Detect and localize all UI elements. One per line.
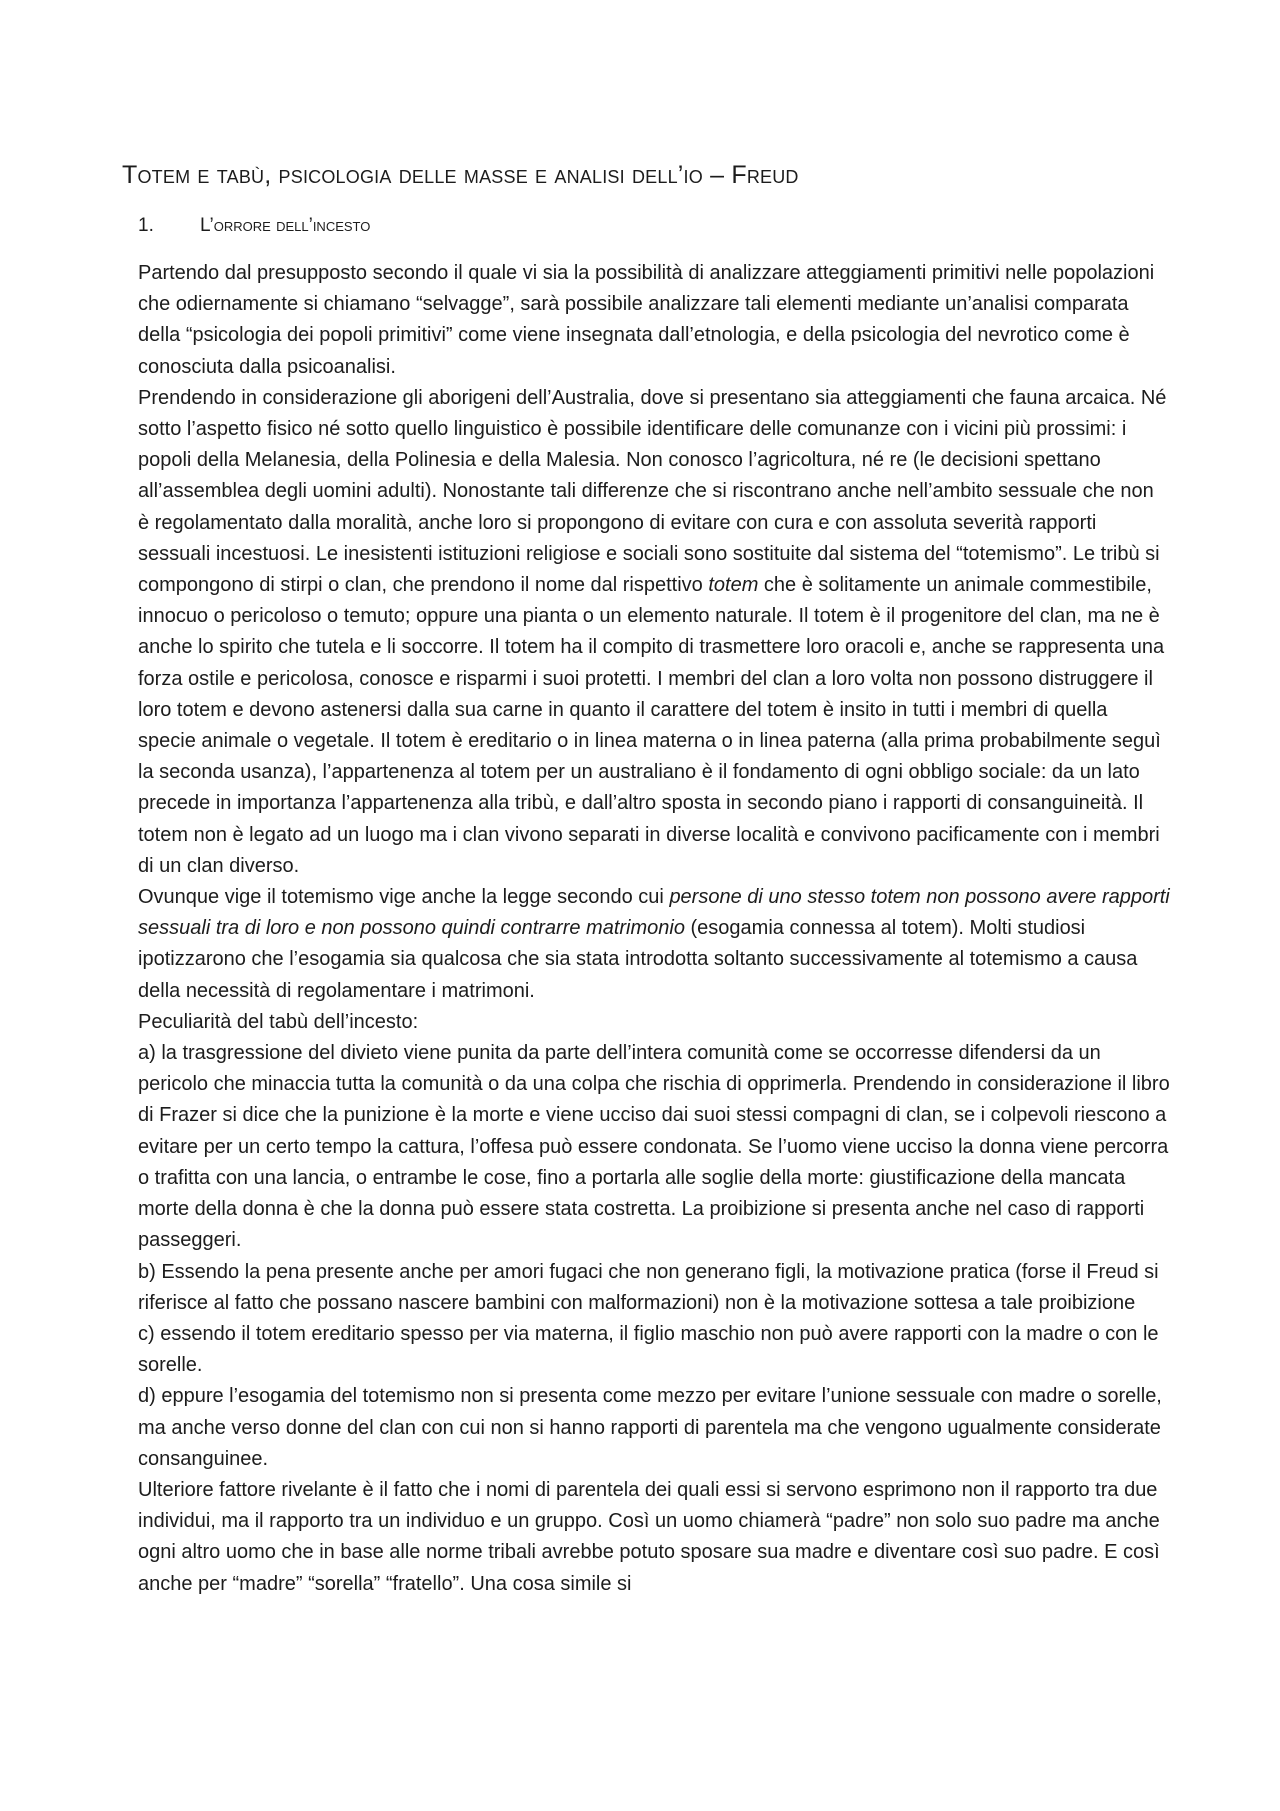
paragraph-text: che è solitamente un animale commestibile, innocuo o pericoloso o temuto; oppure una pianta o un elemento naturale. Il totem è il progenitore del clan, ma ne è anche lo spirito che tutela e li soccorre. Il totem ha il compito di trasmettere loro oracoli e, anche se rappresenta una forza ostile e pericolosa, conosce e risparmi i suoi protetti. I membri del clan a loro volta non possono distruggere il loro totem e devono astenersi dalla sua carne in quanto il carattere del totem è insito in tutti i membri di quella specie animale o vegetale. Il totem è ereditario o in linea materna o in linea paterna (alla prima probabilmente seguì la seconda usanza), l’appartenenza al totem per un australiano è il fondamento di ogni obbligo sociale: da un lato precede in importanza l’appartenenza alla tribù, e dall’altro sposta in secondo piano i rapporti di consanguineità. Il totem non è legato ad un luogo ma i clan vivono separati in diverse località e convivono pacificamente con i membri di un clan diverso. [138, 574, 1165, 877]
paragraph [138, 258, 1170, 383]
paragraph-text: Prendendo in considerazione gli aborigeni dell’Australia, dove si presentano sia atteggiamenti che fauna arcaica. Né sotto l’aspetto fisico né sotto quello linguistico è possibile identificare delle comunanze con i vicini più prossimi: i popoli della Melanesia, della Polinesia e della Malesia. Non conosco l’agricoltura, né re (le decisioni spettano all’assemblea degli uomini adulti). Nonostante tali differenze che si riscontrano anche nell’ambito sessuale che non è regolamentato dalla moralità, anche loro si propongono di evitare con cura e con assoluta severità rapporti sessuali incestuosi. Le inesistenti istituzioni religiose e sociali sono sostituite dal sistema del “totemismo”. Le tribù si compongono di stirpi o clan, che prendono il nome dal rispettivo [138, 386, 1167, 597]
section-title: L’orrore dell’incesto [200, 215, 371, 236]
paragraph [138, 383, 1170, 882]
paragraph [138, 1381, 1170, 1475]
paragraph [138, 1475, 1170, 1600]
paragraph-text: b) Essendo la pena presente anche per amori fugaci che non generano figli, la motivazione pratica (forse il Freud si riferisce al fatto che possano nascere bambini con malformazioni) non è la motivazione sottesa a tale proibizione [138, 1260, 1159, 1314]
paragraph-text: Partendo dal presupposto secondo il quale vi sia la possibilità di analizzare atteggiamenti primitivi nelle popolazioni che odiernamente si chiamano “selvagge”, sarà possibile analizzare tali elementi mediante un’analisi comparata della “psicologia dei popoli primitivi” come viene insegnata dall’etnologia, e della psicologia del nevrotico come è conosciuta dalla psicoanalisi. [138, 262, 1155, 378]
paragraph-text: Ulteriore fattore rivelante è il fatto che i nomi di parentela dei quali essi si servono esprimono non il rapporto tra due individui, ma il rapporto tra un individuo e un gruppo. Così un uomo chiamerà “padre” non solo suo padre ma anche ogni altro uomo che in base alle norme tribali avrebbe potuto sposare sua madre e diventare così suo padre. E così anche per “madre” “sorella” “fratello”. Una cosa simile si [138, 1478, 1160, 1595]
paragraph-text: d) eppure l’esogamia del totemismo non si presenta come mezzo per evitare l’unione sessuale con madre o sorelle, ma anche verso donne del clan con cui non si hanno rapporti di parentela ma che vengono ugualmente considerate consanguinee. [138, 1385, 1162, 1470]
italic-text: totem [708, 574, 759, 597]
paragraph [138, 882, 1170, 1007]
document-body [138, 258, 1170, 1600]
section-heading [138, 213, 1138, 239]
paragraph-text: Ovunque vige il totemismo vige anche la legge secondo cui [138, 886, 670, 909]
document-title: Totem e tabù, psicologia delle masse e analisi dell’io – Freud [122, 161, 799, 189]
paragraph [138, 1257, 1170, 1319]
paragraph [138, 1038, 1170, 1256]
paragraph-text: (esogamia connessa al totem). Molti studiosi ipotizzarono che l’esogamia sia qualcosa che sia stata introdotta soltanto successivamente al totemismo a causa della necessità di regolamentare i matrimoni. [138, 917, 1138, 1002]
italic-text: persone di uno stesso totem non possono avere rapporti sessuali tra di loro e non possono quindi contrarre matrimonio [138, 886, 1170, 940]
paragraph [138, 1007, 1170, 1038]
paragraph-text: a) la trasgressione del divieto viene punita da parte dell’intera comunità come se occorresse difendersi da un pericolo che minaccia tutta la comunità o da una colpa che rischia di opprimerla. Prendendo in considerazione il libro di Frazer si dice che la punizione è la morte e viene ucciso dai suoi stessi compagni di clan, se i colpevoli riescono a evitare per un certo tempo la cattura, l’offesa può essere condonata. Se l’uomo viene ucciso la donna viene percorra o trafitta con una lancia, o entrambe le cose, fino a portarla alle soglie della morte: giustificazione della mancata morte della donna è che la donna può essere stata costretta. La proibizione si presenta anche nel caso di rapporti passeggeri. [138, 1042, 1170, 1252]
paragraph-text: Peculiarità del tabù dell’incesto: [138, 1010, 419, 1033]
section-number: 1. [138, 215, 154, 236]
paragraph [138, 1319, 1170, 1381]
paragraph-text: c) essendo il totem ereditario spesso per via materna, il figlio maschio non può avere rapporti con la madre o con le sorelle. [138, 1322, 1159, 1377]
